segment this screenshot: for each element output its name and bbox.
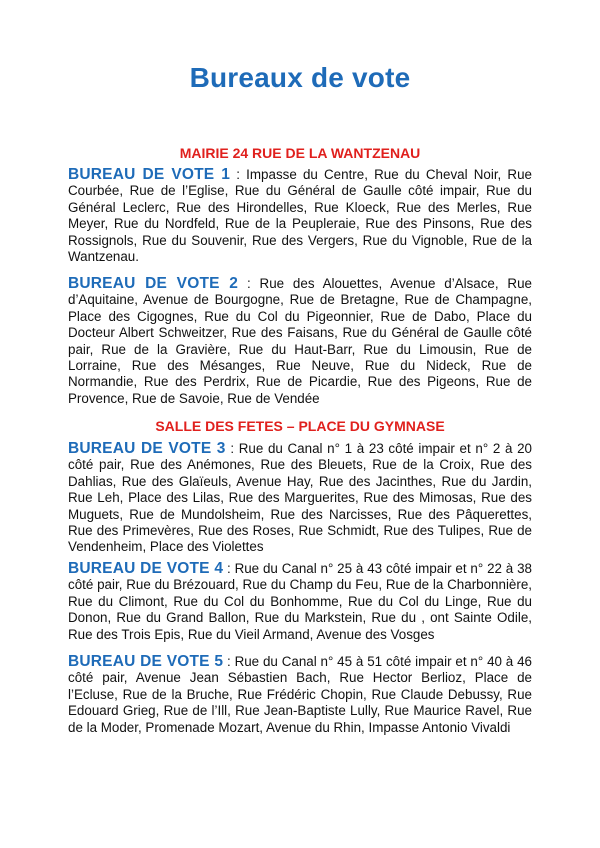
bureau-4-streets: : Rue du Canal n° 25 à 43 côté impair et n° 22 à 38 côté pair, Rue du Brézouard, Rue du Champ du Feu, Rue de la Charbonnière, Rue du Climont, Rue du Col du Bonhomme, Rue du Col du Linge, Rue du Donon, Rue du Grand Ballon, Rue du Markstein, Rue du , ont Sainte Odile, Rue des Trois Epis, Rue du Vieil Armand, Avenue des Vosges bbox=[68, 561, 532, 642]
bureau-2-paragraph bbox=[68, 276, 532, 407]
section-heading-salle-des-fetes: SALLE DES FETES – PLACE DU GYMNASE bbox=[155, 418, 445, 434]
bureau-3-label: BUREAU DE VOTE 3 bbox=[68, 440, 226, 457]
bureau-1-paragraph bbox=[68, 167, 532, 265]
bureau-4-label: BUREAU DE VOTE 4 bbox=[68, 560, 224, 577]
bureau-3-streets: : Rue du Canal n° 1 à 23 côté impair et n° 2 à 20 côté pair, Rue des Anémones, Rue des Bleuets, Rue de la Croix, Rue des Dahlias, Rue des Glaïeuls, Avenue Hay, Rue des Jacinthes, Rue du Jardin, Rue Leh, Place des Lilas, Rue des Marguerites, Rue des Mimosas, Rue des Muguets, Rue de Mundolsheim, Rue des Narcisses, Rue des Pâquerettes, Rue des Primevères, Rue des Roses, Rue Schmidt, Rue des Tulipes, Rue de Vendenheim, Place des Violettes bbox=[68, 441, 532, 555]
bureau-2-streets: : Rue des Alouettes, Avenue d’Alsace, Rue d’Aquitaine, Avenue de Bourgogne, Rue de Bretagne, Rue de Champagne, Place des Cigognes, Rue du Col du Pigeonnier, Rue de Dabo, Place du Docteur Albert Schweitzer, Rue des Faisans, Rue du Général de Gaulle côté pair, Rue de la Gravière, Rue du Haut-Barr, Rue du Limousin, Rue de Lorraine, Rue des Mésanges, Rue Neuve, Rue du Nideck, Rue de Normandie, Rue des Perdrix, Rue de Picardie, Rue des Pigeons, Rue de Provence, Rue de Savoie, Rue de Vendée bbox=[68, 276, 532, 406]
bureau-5-paragraph bbox=[68, 654, 532, 736]
page-title: Bureaux de vote bbox=[189, 62, 411, 93]
bureau-4-paragraph bbox=[68, 561, 532, 643]
bureau-1-label: BUREAU DE VOTE 1 bbox=[68, 166, 231, 183]
bureau-1-streets: : Impasse du Centre, Rue du Cheval Noir, Rue Courbée, Rue de l’Eglise, Rue du Général de Gaulle côté impair, Rue du Général Leclerc, Rue des Hirondelles, Rue Kloeck, Rue des Merles, Rue Meyer, Rue du Nordfeld, Rue de la Peupleraie, Rue des Pinsons, Rue des Rossignols, Rue du Souvenir, Rue des Vergers, Rue du Vignoble, Rue de la Wantzenau. bbox=[68, 167, 532, 265]
bureau-5-streets: : Rue du Canal n° 45 à 51 côté impair et n° 40 à 46 côté pair, Avenue Jean Sébastien Bach, Rue Hector Berlioz, Place de l’Ecluse, Rue de la Bruche, Rue Frédéric Chopin, Rue Claude Debussy, Rue Edouard Grieg, Rue de l’Ill, Rue Jean-Baptiste Lully, Rue Maurice Ravel, Rue de la Moder, Promenade Mozart, Avenue du Rhin, Impasse Antonio Vivaldi bbox=[68, 654, 532, 735]
section-heading-mairie: MAIRIE 24 RUE DE LA WANTZENAU bbox=[179, 145, 421, 161]
bureau-2-label: BUREAU DE VOTE 2 bbox=[68, 275, 239, 292]
bureau-3-paragraph bbox=[68, 441, 532, 556]
bureau-5-label: BUREAU DE VOTE 5 bbox=[68, 653, 224, 670]
